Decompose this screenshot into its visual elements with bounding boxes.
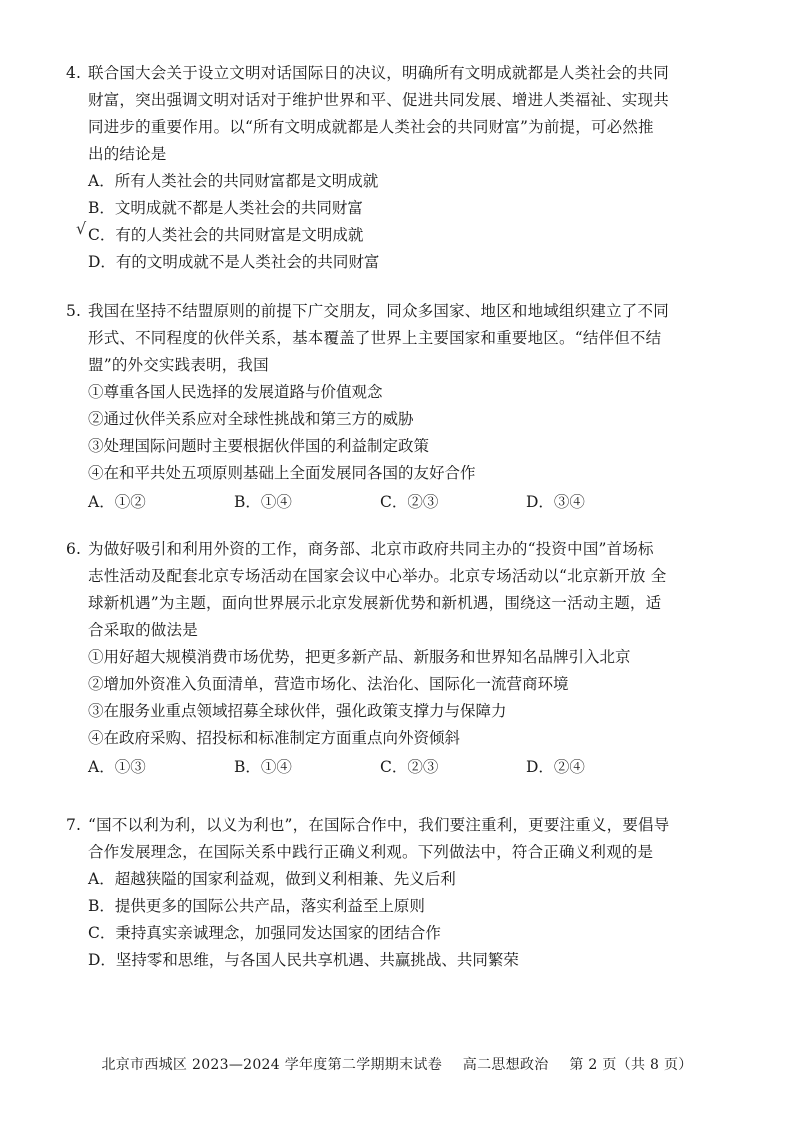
question-6-option-b: B．①④	[234, 758, 292, 776]
question-5-line-2: 形式、不同程度的伙伴关系，基本覆盖了世界上主要国家和重要地区。“结伴但不结	[88, 329, 662, 347]
question-5-statement-4: ④在和平共处五项原则基础上全面发展同各国的友好合作	[88, 464, 476, 482]
question-4-option-a: A．所有人类社会的共同财富都是文明成就	[88, 172, 379, 190]
question-4-line-3: 同进步的重要作用。以“所有文明成就都是人类社会的共同财富”为前提，可必然推	[88, 118, 654, 136]
question-6-line-3: 球新机遇”为主题，面向世界展示北京发展新优势和新机遇，围绕这一活动主题，适	[88, 594, 662, 612]
question-4-line-4: 出的结论是	[88, 145, 167, 163]
question-4-option-d: D．有的文明成就不是人类社会的共同财富	[88, 253, 380, 271]
question-7-line-2: 合作发展理念，在国际关系中践行正确义利观。下列做法中，符合正确义利观的是	[88, 843, 654, 861]
question-5-number: 5.	[66, 302, 82, 320]
question-6-option-a: A．①③	[88, 758, 146, 776]
question-4-option-c: C．有的人类社会的共同财富是文明成就	[88, 226, 364, 244]
question-4-option-b: B．文明成就不都是人类社会的共同财富	[88, 199, 363, 217]
question-7-option-d: D．坚持零和思维，与各国人民共享机遇、共赢挑战、共同繁荣	[88, 951, 519, 969]
question-4-line-2: 财富，突出强调文明对话对于维护世界和平、促进共同发展、增进人类福祉、实现共	[88, 91, 669, 109]
question-5-option-a: A．①②	[88, 493, 146, 511]
footer-subject: 高二思想政治	[462, 1057, 549, 1073]
footer-page-number: 第 2 页（共 8 页）	[569, 1057, 693, 1073]
question-6-line-1: 6. 为做好吸引和利用外资的工作，商务部、北京市政府共同主办的“投资中国”首场标	[66, 536, 716, 563]
footer-exam-title: 北京市西城区 2023—2024 学年度第二学期期末试卷	[101, 1057, 442, 1073]
question-6-line-2: 志性活动及配套北京专场活动在国家会议中心举办。北京专场活动以“北京新开放 全	[88, 567, 667, 585]
question-6-options	[66, 754, 716, 781]
handwritten-check-mark: √	[76, 219, 87, 238]
question-6-statement-2: ②增加外资准入负面清单，营造市场化、法治化、国际化一流营商环境	[88, 675, 569, 693]
question-5	[66, 298, 716, 516]
question-4	[66, 60, 716, 276]
question-6-option-c: C．②③	[380, 758, 439, 776]
question-6-statement-1: ①用好超大规模消费市场优势，把更多新产品、新服务和世界知名品牌引入北京	[88, 648, 631, 666]
question-6-option-d: D．②④	[526, 758, 585, 776]
question-5-statement-2: ②通过伙伴关系应对全球性挑战和第三方的威胁	[88, 410, 414, 428]
question-7-option-c: C．秉持真实亲诚理念，加强同发达国家的团结合作	[88, 924, 441, 942]
question-5-option-c: C．②③	[380, 493, 439, 511]
question-4-number: 4.	[66, 64, 82, 82]
question-5-statement-3: ③处理国际问题时主要根据伙伴国的利益制定政策	[88, 437, 430, 455]
question-7-number: 7.	[66, 816, 82, 834]
question-6	[66, 536, 716, 781]
question-5-option-b: B．①④	[234, 493, 292, 511]
question-4-line-1: 4. 联合国大会关于设立文明对话国际日的决议，明确所有文明成就都是人类社会的共同	[66, 60, 716, 87]
question-7-option-b: B．提供更多的国际公共产品，落实利益至上原则	[88, 897, 425, 915]
question-7-option-a: A．超越狭隘的国家利益观，做到义利相兼、先义后利	[88, 870, 456, 888]
question-6-number: 6.	[66, 540, 82, 558]
question-5-line-3: 盟”的外交实践表明，我国	[88, 356, 269, 374]
question-7	[66, 812, 716, 974]
question-6-statement-4: ④在政府采购、招投标和标准制定方面重点向外资倾斜	[88, 729, 461, 747]
question-5-statement-1: ①尊重各国人民选择的发展道路与价值观念	[88, 383, 383, 401]
question-5-option-d: D．③④	[526, 493, 585, 511]
question-5-options	[66, 489, 716, 516]
question-7-line-1: 7. “国不以利为利，以义为利也”，在国际合作中，我们要注重利，更要注重义，要倡导	[66, 812, 716, 839]
page-footer	[0, 1054, 794, 1074]
question-6-statement-3: ③在服务业重点领域招募全球伙伴，强化政策支撑力与保障力	[88, 702, 507, 720]
question-6-line-4: 合采取的做法是	[88, 621, 198, 639]
question-5-line-1: 5. 我国在坚持不结盟原则的前提下广交朋友，同众多国家、地区和地域组织建立了不同	[66, 298, 716, 325]
